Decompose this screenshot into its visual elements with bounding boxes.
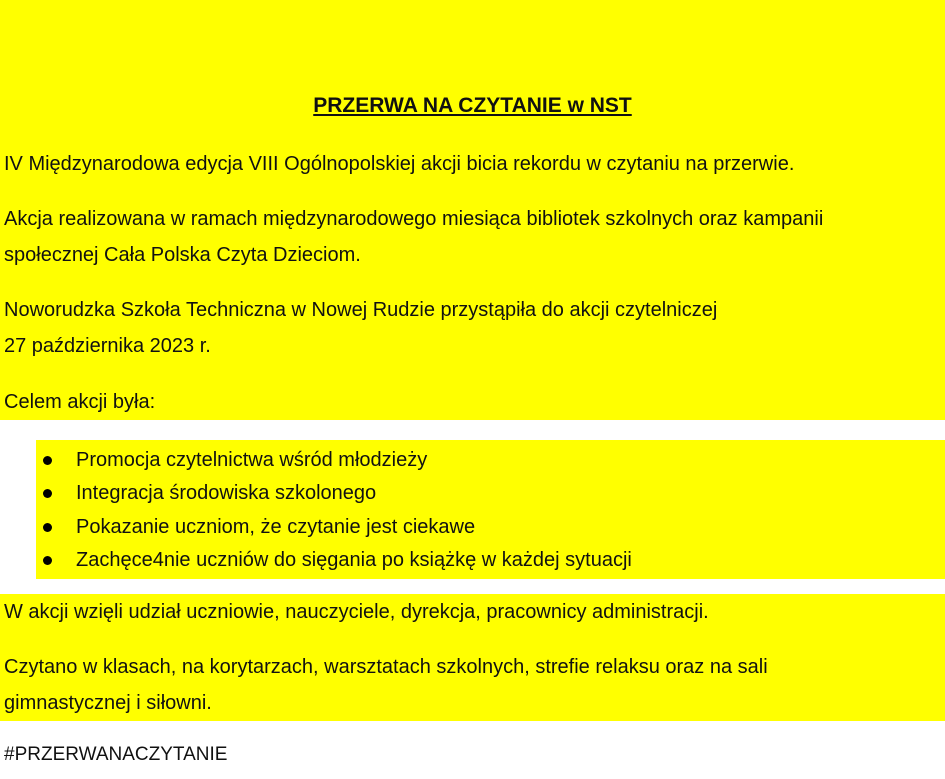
places-paragraph-line-2: gimnastycznej i siłowni. [4,692,212,714]
goals-list [36,440,945,579]
list-item-text: Promocja czytelnictwa wśród młodzieży [76,449,428,471]
school-paragraph-line-2: 27 października 2023 r. [4,335,211,357]
intro-paragraph: IV Międzynarodowa edycja VIII Ogólnopolskiej akcji bicia rekordu w czytaniu na przerwie. [4,153,795,175]
bullet-icon [43,489,52,498]
action-paragraph-line-2: społecznej Cała Polska Czyta Dzieciom. [4,244,361,266]
goals-heading: Celem akcji była: [4,391,156,413]
list-item-text: Zachęce4nie uczniów do sięgania po książkę w każdej sytuacji [76,549,632,571]
page-title: PRZERWA NA CZYTANIE w NST [313,94,632,117]
bullet-icon [43,456,52,465]
list-item-text: Integracja środowiska szkolonego [76,482,377,504]
hashtag: #PRZERWANACZYTANIE [4,744,228,765]
school-paragraph-line-1: Noworudzka Szkoła Techniczna w Nowej Rudzie przystąpiła do akcji czytelniczej [4,299,718,321]
places-paragraph-line-1: Czytano w klasach, na korytarzach, warsztatach szkolnych, strefie relaksu oraz na sali [4,656,768,678]
participants-paragraph: W akcji wzięli udział uczniowie, nauczyciele, dyrekcja, pracownicy administracji. [4,601,709,623]
action-paragraph-line-1: Akcja realizowana w ramach międzynarodowego miesiąca bibliotek szkolnych oraz kampanii [4,208,824,230]
bullet-icon [43,523,52,532]
list-item-text: Pokazanie uczniom, że czytanie jest ciekawe [76,516,476,538]
bullet-icon [43,556,52,565]
